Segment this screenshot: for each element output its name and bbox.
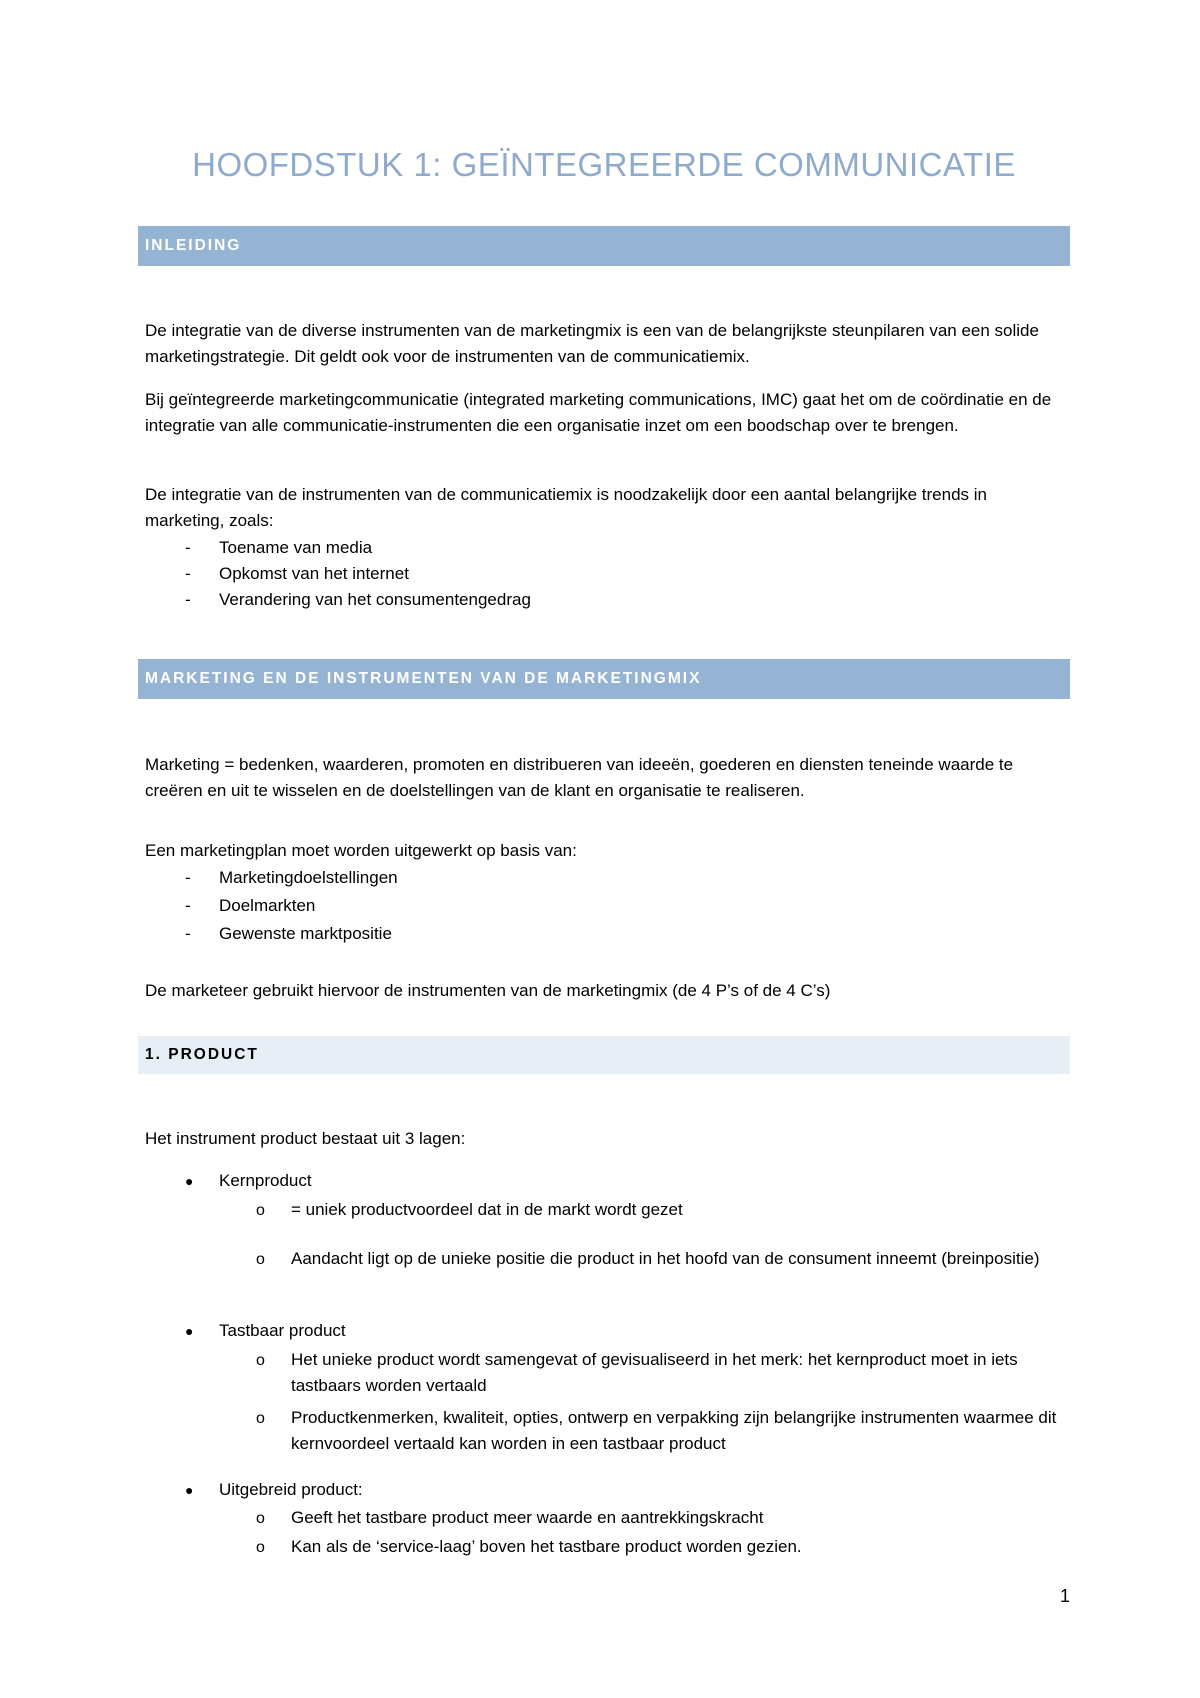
paragraph-integratie: De integratie van de diverse instrumenten van de marketingmix is een van de belangrijkste steunpilaren van een solide marketingstrategie. Dit geldt ook voor de instrumenten van de communicatiemix.	[145, 321, 1039, 366]
bullet-marker: ●	[185, 1323, 194, 1339]
circle-marker: o	[256, 1410, 265, 1427]
list-item: - Marketingdoelstellingen	[219, 865, 398, 891]
list-item: - Gewenste marktpositie	[219, 921, 392, 947]
sub-list-item: o Aandacht ligt op de unieke positie die product in het hoofd van de consument inneemt (breinpositie)	[291, 1246, 1070, 1272]
bullet-item-kernproduct: ● Kernproduct	[219, 1168, 312, 1194]
list-item: - Toename van media	[219, 535, 372, 561]
section-heading-inleiding: INLEIDING	[138, 226, 1070, 266]
list-item: - Verandering van het consumentengedrag	[219, 587, 531, 613]
circle-marker: o	[256, 1202, 265, 1219]
sub-list-item: o Kan als de ‘service-laag’ boven het tastbare product worden gezien.	[291, 1534, 1070, 1560]
bullet-item-tastbaar-product: ● Tastbaar product	[219, 1318, 346, 1344]
dash-marker: -	[185, 590, 191, 609]
sub-list-item: o = uniek productvoordeel dat in de markt wordt gezet	[291, 1197, 1070, 1223]
paragraph-product-intro: Het instrument product bestaat uit 3 lagen:	[145, 1129, 466, 1148]
dash-marker: -	[185, 538, 191, 557]
dash-marker: -	[185, 924, 191, 943]
paragraph-marketingmix: De marketeer gebruikt hiervoor de instrumenten van de marketingmix (de 4 P’s of de 4 C’s)	[145, 981, 831, 1000]
dash-marker: -	[185, 896, 191, 915]
bullet-item-uitgebreid-product: ● Uitgebreid product:	[219, 1477, 363, 1503]
paragraph-marketing-definition: Marketing = bedenken, waarderen, promoten en distribueren van ideeën, goederen en diensten teneinde waarde te creëren en uit te wisselen en de doelstellingen van de klant en organisatie te realiseren.	[145, 755, 1014, 800]
subsection-heading-product: 1. PRODUCT	[138, 1036, 1070, 1074]
dash-marker: -	[185, 868, 191, 887]
section-heading-marketing: MARKETING EN DE INSTRUMENTEN VAN DE MARKETINGMIX	[138, 659, 1070, 699]
paragraph-marketingplan: Een marketingplan moet worden uitgewerkt op basis van:	[145, 841, 577, 860]
sub-list-item: o Geeft het tastbare product meer waarde en aantrekkingskracht	[291, 1505, 1070, 1531]
bullet-marker: ●	[185, 1482, 194, 1498]
paragraph-imc: Bij geïntegreerde marketingcommunicatie (integrated marketing communications, IMC) gaat het om de coördinatie en de integratie van alle communicatie-instrumenten die een organisatie inzet om een boodschap over te brengen.	[145, 390, 1052, 435]
circle-marker: o	[256, 1352, 265, 1369]
paragraph-trends: De integratie van de instrumenten van de communicatiemix is noodzakelijk door een aantal belangrijke trends in marketing, zoals:	[145, 485, 987, 530]
dash-marker: -	[185, 564, 191, 583]
list-item: - Opkomst van het internet	[219, 561, 409, 587]
circle-marker: o	[256, 1510, 265, 1527]
document-title: HOOFDSTUK 1: GEÏNTEGREERDE COMMUNICATIE	[192, 146, 1016, 183]
sub-list-item: o Productkenmerken, kwaliteit, opties, ontwerp en verpakking zijn belangrijke instrumenten waarmee dit kernvoordeel vertaald kan worden in een tastbaar product	[256, 1408, 1057, 1453]
sub-list-item: o Het unieke product wordt samengevat of gevisualiseerd in het merk: het kernproduct moet in iets tastbaars worden vertaald	[256, 1350, 1018, 1395]
page-number: 1	[1059, 1586, 1070, 1606]
list-item: - Doelmarkten	[219, 893, 315, 919]
bullet-marker: ●	[185, 1173, 194, 1189]
circle-marker: o	[256, 1539, 265, 1556]
circle-marker: o	[256, 1251, 265, 1268]
